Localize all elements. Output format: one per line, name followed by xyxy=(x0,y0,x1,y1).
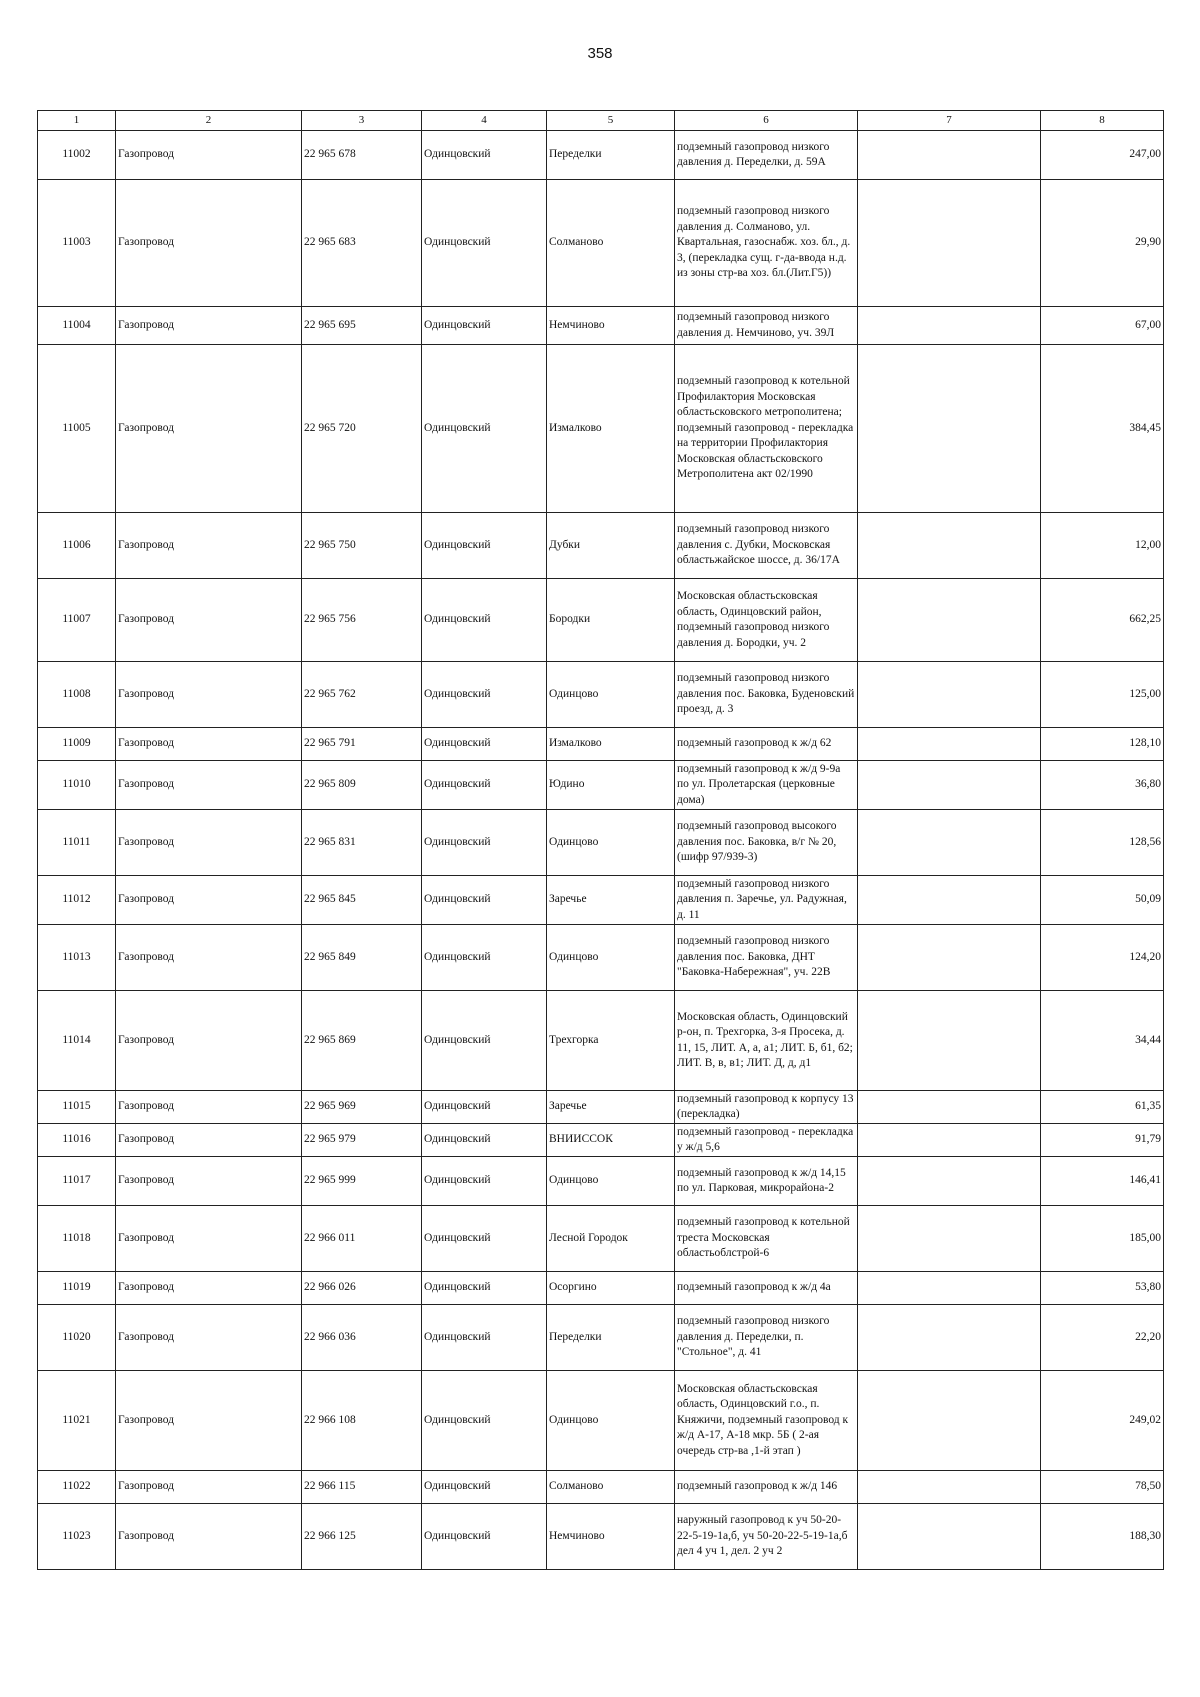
cell-id: 11023 xyxy=(38,1504,116,1570)
cell-value: 185,00 xyxy=(1041,1206,1164,1272)
cell-id: 11004 xyxy=(38,307,116,345)
cell-value: 128,10 xyxy=(1041,728,1164,761)
cell-name: Газопровод xyxy=(116,761,302,810)
table-row xyxy=(38,1504,1164,1570)
cell-value: 146,41 xyxy=(1041,1157,1164,1206)
cell-id: 11013 xyxy=(38,925,116,991)
cell-id: 11005 xyxy=(38,345,116,513)
cell-description: подземный газопровод низкого давления с. Дубки, Московская областьжайское шоссе, д. 36/17А xyxy=(675,513,858,579)
column-header-1: 1 xyxy=(38,111,116,131)
column-header-2: 2 xyxy=(116,111,302,131)
table-row xyxy=(38,513,1164,579)
cell-value: 53,80 xyxy=(1041,1272,1164,1305)
cell-empty xyxy=(858,1157,1041,1206)
cell-code: 22 965 809 xyxy=(302,761,422,810)
cell-description: Московская областьсковская область, Одинцовский г.о., п. Княжичи, подземный газопровод к ж/д А-17, А-18 мкр. 5Б ( 2-ая очередь стр-ва ,1-й этап ) xyxy=(675,1371,858,1471)
cell-district: Одинцовский xyxy=(422,876,547,925)
registry-table xyxy=(37,110,1164,1570)
cell-description: подземный газопровод к котельной Профилактория Московская областьсковского метрополитена; подземный газопровод - перекладка на территории Профилактория Московская областьсковского Метрополитена акт 02/1990 xyxy=(675,345,858,513)
cell-description: подземный газопровод к ж/д 14,15 по ул. Парковая, микрорайона-2 xyxy=(675,1157,858,1206)
cell-description: подземный газопровод к котельной треста Московская областьоблстрой-6 xyxy=(675,1206,858,1272)
cell-locality: ВНИИССОК xyxy=(547,1124,675,1157)
cell-name: Газопровод xyxy=(116,180,302,307)
cell-empty xyxy=(858,131,1041,180)
cell-code: 22 966 036 xyxy=(302,1305,422,1371)
cell-empty xyxy=(858,1471,1041,1504)
cell-code: 22 965 720 xyxy=(302,345,422,513)
cell-code: 22 965 979 xyxy=(302,1124,422,1157)
cell-id: 11008 xyxy=(38,662,116,728)
cell-locality: Осоргино xyxy=(547,1272,675,1305)
cell-code: 22 966 026 xyxy=(302,1272,422,1305)
cell-name: Газопровод xyxy=(116,345,302,513)
cell-locality: Солманово xyxy=(547,180,675,307)
cell-value: 67,00 xyxy=(1041,307,1164,345)
cell-code: 22 965 969 xyxy=(302,1091,422,1124)
cell-description: подземный газопровод - перекладка у ж/д 5,6 xyxy=(675,1124,858,1157)
cell-name: Газопровод xyxy=(116,876,302,925)
cell-description: наружный газопровод к уч 50-20-22-5-19-1а,б, уч 50-20-22-5-19-1а,б дел 4 уч 1, дел. 2 уч 2 xyxy=(675,1504,858,1570)
cell-locality: Немчиново xyxy=(547,307,675,345)
cell-name: Газопровод xyxy=(116,728,302,761)
cell-id: 11011 xyxy=(38,810,116,876)
cell-district: Одинцовский xyxy=(422,1371,547,1471)
cell-locality: Одинцово xyxy=(547,925,675,991)
cell-description: Московская область, Одинцовский р-он, п. Трехгорка, 3-я Просека, д. 11, 15, ЛИТ. А, а, а1; ЛИТ. Б, б1, б2; ЛИТ. В, в, в1; ЛИТ. Д, д, д1 xyxy=(675,991,858,1091)
cell-id: 11003 xyxy=(38,180,116,307)
header-row xyxy=(38,111,1164,131)
cell-description: подземный газопровод низкого давления пос. Баковка, Буденовский проезд, д. 3 xyxy=(675,662,858,728)
cell-empty xyxy=(858,1371,1041,1471)
cell-description: подземный газопровод к ж/д 9-9а по ул. Пролетарская (церковные дома) xyxy=(675,761,858,810)
cell-description: подземный газопровод низкого давления д. Солманово, ул. Квартальная, газоснабж. хоз. бл., д. 3, (перекладка сущ. г-да-ввода н.д. из зоны стр-ва хоз. бл.(Лит.Г5)) xyxy=(675,180,858,307)
table-row xyxy=(38,1157,1164,1206)
cell-empty xyxy=(858,1272,1041,1305)
cell-description: подземный газопровод низкого давления пос. Баковка, ДНТ "Баковка-Набережная", уч. 22В xyxy=(675,925,858,991)
table-row xyxy=(38,810,1164,876)
cell-description: Московская областьсковская область, Одинцовский район, подземный газопровод низкого давления д. Бородки, уч. 2 xyxy=(675,579,858,662)
cell-value: 188,30 xyxy=(1041,1504,1164,1570)
cell-district: Одинцовский xyxy=(422,1471,547,1504)
table-row xyxy=(38,991,1164,1091)
cell-empty xyxy=(858,1124,1041,1157)
cell-code: 22 965 750 xyxy=(302,513,422,579)
cell-description: подземный газопровод к корпусу 13 (перекладка) xyxy=(675,1091,858,1124)
cell-locality: Одинцово xyxy=(547,1371,675,1471)
cell-id: 11019 xyxy=(38,1272,116,1305)
table-row xyxy=(38,345,1164,513)
cell-description: подземный газопровод к ж/д 62 xyxy=(675,728,858,761)
cell-district: Одинцовский xyxy=(422,810,547,876)
cell-name: Газопровод xyxy=(116,1305,302,1371)
cell-code: 22 965 683 xyxy=(302,180,422,307)
cell-name: Газопровод xyxy=(116,131,302,180)
cell-district: Одинцовский xyxy=(422,307,547,345)
column-header-6: 6 xyxy=(675,111,858,131)
cell-value: 247,00 xyxy=(1041,131,1164,180)
cell-code: 22 965 869 xyxy=(302,991,422,1091)
cell-name: Газопровод xyxy=(116,662,302,728)
cell-district: Одинцовский xyxy=(422,662,547,728)
cell-code: 22 966 115 xyxy=(302,1471,422,1504)
cell-name: Газопровод xyxy=(116,925,302,991)
cell-empty xyxy=(858,180,1041,307)
cell-description: подземный газопровод низкого давления д. Переделки, п. "Стольное", д. 41 xyxy=(675,1305,858,1371)
cell-district: Одинцовский xyxy=(422,728,547,761)
cell-district: Одинцовский xyxy=(422,131,547,180)
cell-id: 11006 xyxy=(38,513,116,579)
cell-code: 22 965 762 xyxy=(302,662,422,728)
column-header-4: 4 xyxy=(422,111,547,131)
table-row xyxy=(38,728,1164,761)
table-row xyxy=(38,1091,1164,1124)
cell-locality: Измалково xyxy=(547,728,675,761)
table-row xyxy=(38,1124,1164,1157)
column-header-7: 7 xyxy=(858,111,1041,131)
cell-district: Одинцовский xyxy=(422,1272,547,1305)
cell-empty xyxy=(858,761,1041,810)
column-header-5: 5 xyxy=(547,111,675,131)
table-row xyxy=(38,1471,1164,1504)
cell-description: подземный газопровод низкого давления п. Заречье, ул. Радужная, д. 11 xyxy=(675,876,858,925)
table-row xyxy=(38,1206,1164,1272)
cell-id: 11007 xyxy=(38,579,116,662)
cell-district: Одинцовский xyxy=(422,1124,547,1157)
cell-locality: Юдино xyxy=(547,761,675,810)
cell-name: Газопровод xyxy=(116,1206,302,1272)
cell-district: Одинцовский xyxy=(422,345,547,513)
cell-id: 11015 xyxy=(38,1091,116,1124)
cell-locality: Лесной Городок xyxy=(547,1206,675,1272)
cell-name: Газопровод xyxy=(116,513,302,579)
cell-district: Одинцовский xyxy=(422,180,547,307)
table-row xyxy=(38,925,1164,991)
cell-locality: Солманово xyxy=(547,1471,675,1504)
cell-name: Газопровод xyxy=(116,1471,302,1504)
cell-code: 22 966 011 xyxy=(302,1206,422,1272)
cell-id: 11016 xyxy=(38,1124,116,1157)
cell-value: 29,90 xyxy=(1041,180,1164,307)
table-body xyxy=(38,131,1164,1570)
cell-code: 22 965 999 xyxy=(302,1157,422,1206)
table-row xyxy=(38,131,1164,180)
cell-locality: Бородки xyxy=(547,579,675,662)
table-header xyxy=(38,111,1164,131)
cell-id: 11022 xyxy=(38,1471,116,1504)
cell-name: Газопровод xyxy=(116,991,302,1091)
cell-name: Газопровод xyxy=(116,1504,302,1570)
cell-district: Одинцовский xyxy=(422,761,547,810)
table-row xyxy=(38,761,1164,810)
cell-value: 50,09 xyxy=(1041,876,1164,925)
cell-name: Газопровод xyxy=(116,1124,302,1157)
cell-id: 11020 xyxy=(38,1305,116,1371)
cell-empty xyxy=(858,925,1041,991)
cell-id: 11002 xyxy=(38,131,116,180)
cell-district: Одинцовский xyxy=(422,1305,547,1371)
cell-name: Газопровод xyxy=(116,1371,302,1471)
cell-code: 22 966 108 xyxy=(302,1371,422,1471)
cell-value: 125,00 xyxy=(1041,662,1164,728)
cell-id: 11014 xyxy=(38,991,116,1091)
cell-locality: Одинцово xyxy=(547,810,675,876)
cell-district: Одинцовский xyxy=(422,991,547,1091)
cell-value: 34,44 xyxy=(1041,991,1164,1091)
column-header-3: 3 xyxy=(302,111,422,131)
cell-id: 11017 xyxy=(38,1157,116,1206)
cell-description: подземный газопровод низкого давления д. Немчиново, уч. 39Л xyxy=(675,307,858,345)
cell-code: 22 965 678 xyxy=(302,131,422,180)
cell-id: 11010 xyxy=(38,761,116,810)
cell-district: Одинцовский xyxy=(422,1504,547,1570)
cell-description: подземный газопровод к ж/д 4а xyxy=(675,1272,858,1305)
cell-name: Газопровод xyxy=(116,1091,302,1124)
cell-locality: Заречье xyxy=(547,876,675,925)
cell-empty xyxy=(858,307,1041,345)
table-row xyxy=(38,1371,1164,1471)
cell-value: 128,56 xyxy=(1041,810,1164,876)
cell-code: 22 965 831 xyxy=(302,810,422,876)
cell-code: 22 965 756 xyxy=(302,579,422,662)
cell-empty xyxy=(858,662,1041,728)
table-row xyxy=(38,876,1164,925)
cell-code: 22 965 695 xyxy=(302,307,422,345)
table-row xyxy=(38,1305,1164,1371)
cell-empty xyxy=(858,1305,1041,1371)
cell-description: подземный газопровод к ж/д 146 xyxy=(675,1471,858,1504)
cell-locality: Дубки xyxy=(547,513,675,579)
cell-name: Газопровод xyxy=(116,307,302,345)
cell-district: Одинцовский xyxy=(422,1157,547,1206)
cell-code: 22 966 125 xyxy=(302,1504,422,1570)
cell-empty xyxy=(858,1091,1041,1124)
cell-id: 11018 xyxy=(38,1206,116,1272)
cell-code: 22 965 849 xyxy=(302,925,422,991)
cell-district: Одинцовский xyxy=(422,1206,547,1272)
cell-empty xyxy=(858,513,1041,579)
cell-id: 11012 xyxy=(38,876,116,925)
cell-district: Одинцовский xyxy=(422,925,547,991)
cell-value: 22,20 xyxy=(1041,1305,1164,1371)
cell-id: 11021 xyxy=(38,1371,116,1471)
cell-empty xyxy=(858,876,1041,925)
cell-value: 662,25 xyxy=(1041,579,1164,662)
cell-district: Одинцовский xyxy=(422,513,547,579)
cell-empty xyxy=(858,991,1041,1091)
table-row xyxy=(38,1272,1164,1305)
cell-empty xyxy=(858,728,1041,761)
cell-locality: Одинцово xyxy=(547,662,675,728)
column-header-8: 8 xyxy=(1041,111,1164,131)
cell-locality: Переделки xyxy=(547,131,675,180)
cell-empty xyxy=(858,810,1041,876)
table-row xyxy=(38,307,1164,345)
cell-locality: Заречье xyxy=(547,1091,675,1124)
cell-description: подземный газопровод низкого давления д. Переделки, д. 59А xyxy=(675,131,858,180)
cell-name: Газопровод xyxy=(116,810,302,876)
table-row xyxy=(38,662,1164,728)
cell-value: 91,79 xyxy=(1041,1124,1164,1157)
cell-locality: Переделки xyxy=(547,1305,675,1371)
cell-locality: Немчиново xyxy=(547,1504,675,1570)
cell-value: 384,45 xyxy=(1041,345,1164,513)
cell-name: Газопровод xyxy=(116,1272,302,1305)
cell-empty xyxy=(858,1504,1041,1570)
cell-empty xyxy=(858,1206,1041,1272)
cell-code: 22 965 845 xyxy=(302,876,422,925)
cell-locality: Трехгорка xyxy=(547,991,675,1091)
cell-locality: Одинцово xyxy=(547,1157,675,1206)
cell-value: 249,02 xyxy=(1041,1371,1164,1471)
cell-value: 61,35 xyxy=(1041,1091,1164,1124)
cell-empty xyxy=(858,579,1041,662)
cell-description: подземный газопровод высокого давления пос. Баковка, в/г № 20, (шифр 97/939-3) xyxy=(675,810,858,876)
cell-value: 124,20 xyxy=(1041,925,1164,991)
cell-locality: Измалково xyxy=(547,345,675,513)
cell-name: Газопровод xyxy=(116,579,302,662)
cell-district: Одинцовский xyxy=(422,579,547,662)
cell-value: 78,50 xyxy=(1041,1471,1164,1504)
table-row xyxy=(38,180,1164,307)
cell-district: Одинцовский xyxy=(422,1091,547,1124)
page-number: 358 xyxy=(587,45,613,62)
cell-code: 22 965 791 xyxy=(302,728,422,761)
cell-id: 11009 xyxy=(38,728,116,761)
cell-value: 12,00 xyxy=(1041,513,1164,579)
table-row xyxy=(38,579,1164,662)
cell-name: Газопровод xyxy=(116,1157,302,1206)
cell-value: 36,80 xyxy=(1041,761,1164,810)
cell-empty xyxy=(858,345,1041,513)
